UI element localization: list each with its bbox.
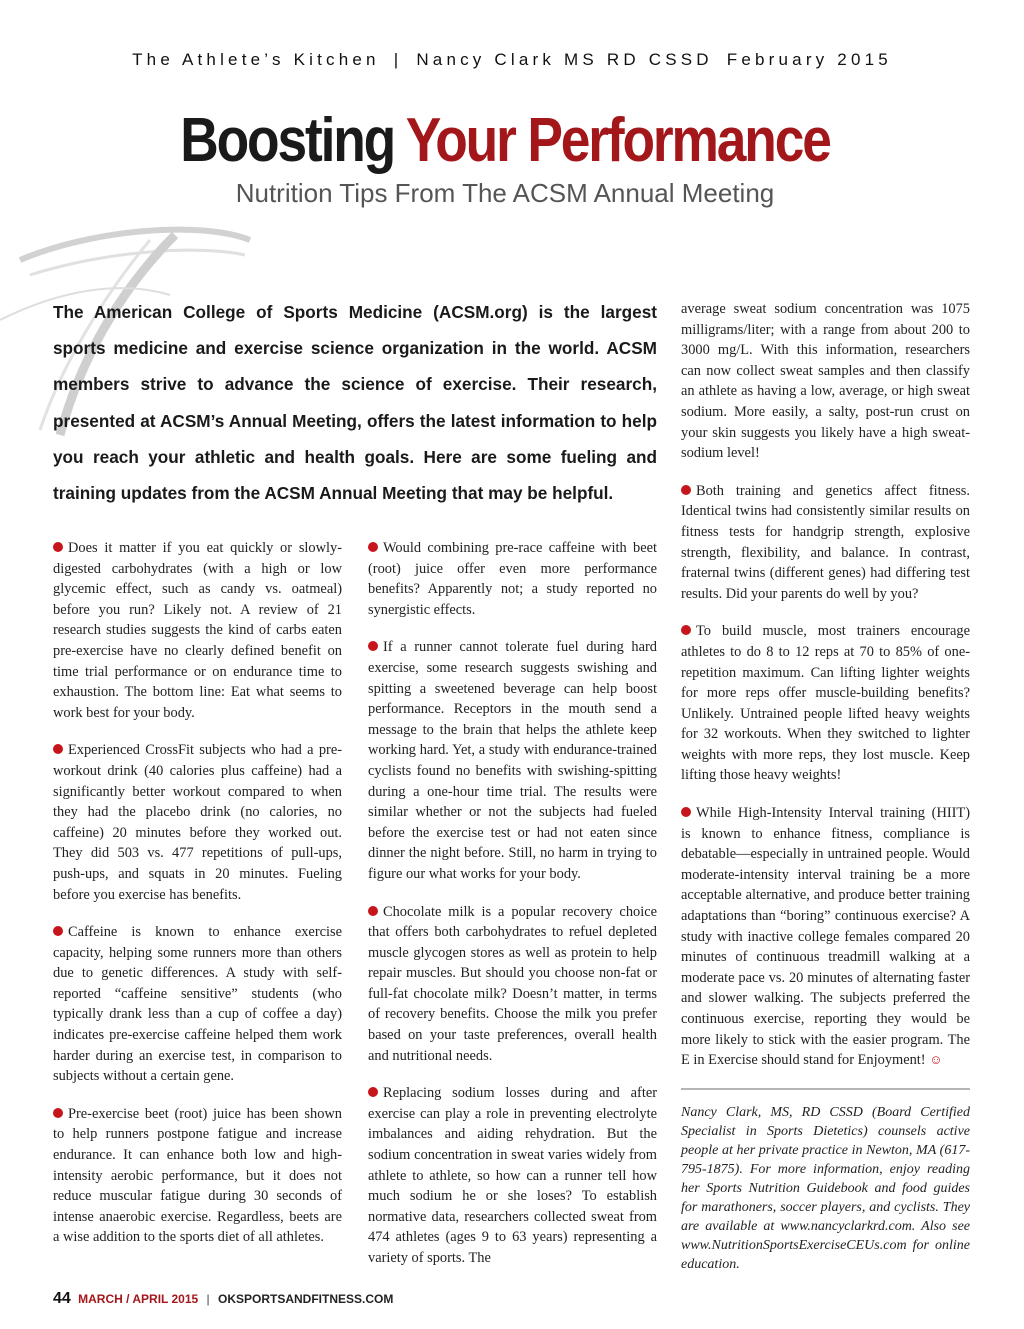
tip-paragraph: Caffeine is known to enhance exercise capacity, helping some runners more than others due to genetic differences. A study with self-reported “caffeine sensitive” students (who typically drank less than a cup of coffee a day) indicates pre-exercise caffeine helped them work harder during an exercise test, in comparison to subjects without a certain gene. xyxy=(53,924,342,1085)
left-column xyxy=(53,538,342,1265)
bullet-icon xyxy=(368,542,378,552)
column-name: The Athlete’s Kitchen xyxy=(132,50,380,69)
intro-paragraph: The American College of Sports Medicine (ACSM.org) is the largest sports medicine and exercise science organization in the world. ACSM members strive to advance the science of exercise. Their research, presented at ACSM’s Annual Meeting, offers the latest information to help you reach your athletic and health goals. Here are some fueling and training updates from the ACSM Annual Meeting that may be helpful. xyxy=(53,302,657,504)
tip-paragraph: Would combining pre-race caffeine with beet (root) juice offer even more performance benefits? Apparently not; a study reported no synergistic effects. xyxy=(368,540,657,618)
tip-paragraph: Replacing sodium losses during and after exercise can play a role in preventing electrolyte imbalances and aiding rehydration. But the sodium concentration in sweat varies widely from athlete to athlete, so how can a runner tell how much sodium he or she loses? To establish normative data, researchers collected sweat from 474 athletes (ages 9 to 63 years) representing a variety of sports. The xyxy=(368,1085,657,1266)
tip-paragraph: Does it matter if you eat quickly or slowly-digested carbohydrates (with a high or low glycemic effect, such as candy vs. oatmeal) before you run? Likely not. A review of 21 research studies suggests the kind of carbs eaten pre-exercise have no clearly defined benefit on time trial performance or on endurance time to exhaustion. The bottom line: Eat what seems to work best for your body. xyxy=(53,540,342,721)
footer-separator: | xyxy=(206,1292,210,1306)
title-part-1: Boosting xyxy=(180,106,395,175)
tip-paragraph: Both training and genetics affect fitness. Identical twins had consistently similar results on fitness tests for handgrip strength, explosive strength, flexibility, and balance. In contrast, fraternal twins (different genes) had differing test results. Did your parents do well by you? xyxy=(681,482,970,602)
bullet-icon xyxy=(681,485,691,495)
bullet-icon xyxy=(368,906,378,916)
bullet-icon xyxy=(681,807,691,817)
tip-paragraph: While High-Intensity Interval training (HIIT) is known to enhance fitness, compliance is debatable—especially in untrained people. Would moderate-intensity interval training be a more acceptable alternative, and produce better training adaptations than “boring” continuous exercise? A study with inactive college females compared 20 minutes of continuous treadmill walking at a moderate pace vs. 20 minutes of alternating faster and slower walking. The subjects preferred the continuous exercise, reporting they would be more likely to stick with the easier program. The E in Exercise should stand for Enjoyment! ☺ xyxy=(681,805,970,1069)
bullet-icon xyxy=(368,1087,378,1097)
bullet-icon xyxy=(53,744,63,754)
title-part-2: Your Performance xyxy=(405,106,830,175)
middle-column xyxy=(368,538,657,1286)
website-label: OKSPORTSANDFITNESS.COM xyxy=(217,1292,394,1306)
author-credentials: Nancy Clark MS RD CSSD xyxy=(416,50,713,69)
page-footer xyxy=(53,1290,393,1308)
article-title xyxy=(71,104,940,178)
bullet-icon xyxy=(53,926,63,936)
tip-paragraph: To build muscle, most trainers encourage athletes to do 8 to 12 reps at 70 to 85% of one-repetition maximum. Can lifting lighter weights for more reps offer muscle-building benefits? Unlikely. Untrained people lifted heavy weights for 32 workouts. When they switched to lighter weights with more reps, they lost muscle. Keep lifting those heavy weights! xyxy=(681,623,970,784)
continued-paragraph: average sweat sodium concentration was 1075 milligrams/liter; with a range from about 200 to 3000 mg/L. With this information, researchers can now collect sweat samples and then classify an athlete as having a low, average, or high sweat sodium. More easily, a salty, post-run crust on your skin suggests you likely have a high sweat-sodium level! xyxy=(681,301,970,462)
bullet-icon xyxy=(681,625,691,635)
issue-label: MARCH / APRIL 2015 xyxy=(78,1292,199,1306)
bullet-icon xyxy=(368,641,378,651)
issue-date: February 2015 xyxy=(726,50,892,69)
tip-paragraph: Chocolate milk is a popular recovery choice that offers both carbohydrates to refuel depleted muscle glycogen stores as well as protein to help repair muscles. But should you choose non-fat or full-fat chocolate milk? Doesn’t matter, in terms of recovery benefits. Choose the milk you prefer based on your taste preferences, overall health and nutritional needs. xyxy=(368,903,657,1064)
author-bio: Nancy Clark, MS, RD CSSD (Board Certified Specialist in Sports Dietetics) counsels active people at her private practice in Newton, MA (617-795-1875). For more information, enjoy reading her Sports Nutrition Guidebook and food guides for marathoners, soccer players, and cyclists. They are available at www.nancyclarkrd.com. Also see www.NutritionSportsExerciseCEUs.com for online education. xyxy=(681,1104,970,1272)
tip-paragraph: Pre-exercise beet (root) juice has been shown to help runners postpone fatigue and increase endurance. It can enhance both low and high-intensity aerobic performance, but it does not reduce muscular fatigue during 30 seconds of intense anaerobic exercise. Regardless, beets are a wise addition to the sports diet of all athletes. xyxy=(53,1105,342,1246)
divider xyxy=(681,1088,970,1090)
article-subtitle: Nutrition Tips From The ACSM Annual Meeting xyxy=(235,178,775,208)
end-mark-icon: ☺ xyxy=(929,1052,943,1068)
bullet-icon xyxy=(53,542,63,552)
page-number: 44 xyxy=(53,1290,71,1307)
bullet-icon xyxy=(53,1108,63,1118)
running-header xyxy=(0,50,1024,70)
tip-paragraph: If a runner cannot tolerate fuel during hard exercise, some research suggests swishing and spitting a sweetened beverage can help boost performance. Receptors in the mouth send a message to the brain that helps the athlete keep working hard. Yet, a study with endurance-trained cyclists found no benefits with swishing-spitting during a one-hour time trial. The results were similar whether or not the subjects had fueled before the exercise test or had not eaten since dinner the night before. Still, no harm in trying to figure our what works for your body. xyxy=(368,639,657,882)
tip-paragraph: Experienced CrossFit subjects who had a pre-workout drink (40 calories plus caffeine) had a significantly better workout compared to when they had the placebo drink (no calories, no caffeine) 20 minutes before they worked out. They did 503 vs. 477 repetitions of pull-ups, push-ups, and squats in 20 minutes. Fueling before you exercise has benefits. xyxy=(53,742,342,903)
right-column xyxy=(681,299,970,1291)
header-separator: | xyxy=(393,50,403,69)
